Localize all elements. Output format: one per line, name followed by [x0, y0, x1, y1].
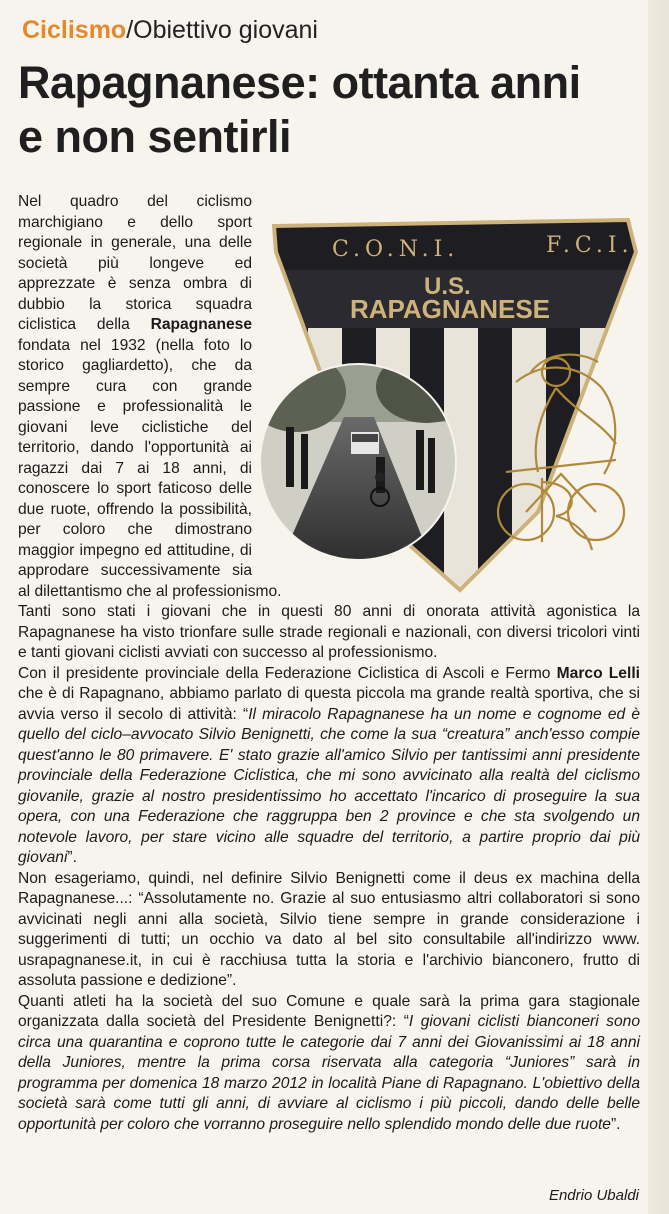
- photo-space: [252, 192, 640, 580]
- p1-text-c: fondata nel 1932 (nella foto lo storico gagliardetto), che da sempre cura con grande passione e professionalità le giovani leve ciclistiche del territorio, dando l'opportunità ai ragazzi dai 7 ai 18 anni, di conoscere lo sport faticoso delle due ruote, offrendo la possibilità, per coloro che dimostrano maggior impegno ed attitudine, di approdare successivamente sia al dilettantismo che al professionismo.: [18, 336, 282, 600]
- p3-text-c: che è di Rapagnano, abbiamo parlato di questa piccola ma grande realtà sportiva, che si avvia verso il secolo di attività: “: [18, 685, 640, 723]
- section-kicker: [22, 14, 318, 46]
- pennant-us-text: U.S.: [424, 273, 471, 300]
- section-label: Ciclismo: [22, 16, 127, 44]
- paragraph-2: Tanti sono stati i giovani che in questi 80 anni di onorata attività agonistica la Rapagnanese ha visto trionfare sulle strade regionali e nazionali, con diversi tricolori vinti e tanti giovani ciclisti avviati con successo al professionismo.: [18, 603, 640, 661]
- p5-text-c: ”.: [610, 1115, 621, 1133]
- page-edge: [648, 0, 669, 1214]
- p5-quote: I giovani ciclisti bianconeri sono circa una quarantina e coprono tutte le categorie dai 7 anni dei Giovanissimi ai 18 anni della Juniores, mentre la prima corsa riservata alla categoria “Juniores” sarà in programma per domenica 18 marzo 2012 in località Piane di Rapagnano. L'obiettivo della società sarà come tutti gli anni, di avviare al ciclismo i più piccoli, dando delle belle opportunità per coloro che vorranno proseguire nello splendido mondo delle due ruote: [18, 1013, 640, 1133]
- headline-line-2: e non sentirli: [18, 111, 292, 162]
- pennant-coni-text: C.O.N.I.: [332, 237, 460, 262]
- pennant-name-text: RAPAGNANESE: [350, 294, 550, 324]
- p1-text-a: Nel quadro del ciclismo marchigiano e dello sport regionale in generale, una delle società più longeve ed apprezzate è senza ombra di dubbio la storica squadra ciclistica della: [18, 193, 252, 333]
- p3-quote: Il miracolo Rapagnanese ha un nome e cognome ed è quello del ciclo–avvocato Silvio Benignetti, che come la sua “creatura” anch'esso compie quest'anno le 80 primavere. E' stato grazie all'amico Silvio per tantissimi anni presidente provinciale della Federazione Ciclistica, che mi sono avvicinato alla realtà del ciclismo giovanile, grazie al nostro presidentissimo ho accettato l'incarico di proseguire la sua opera, con una Federazione che raggruppa ben 2 province e che sta svolgendo un notevole lavoro, per stare vicino alle squadre del territorio, a partire proprio dai più giovani: [18, 705, 640, 866]
- paragraph-3: [18, 664, 640, 869]
- headline-line-1: Rapagnanese: ottanta anni: [18, 57, 581, 108]
- paragraph-5: [18, 992, 640, 1136]
- p5-text-a: Quanti atleti ha la società del suo Comune e quale sarà la prima gara stagionale organizzata dalla società del Presidente Benignetti?: “: [18, 992, 640, 1030]
- author-signature: Endrio Ubaldi: [548, 1187, 639, 1204]
- p1-bold: Rapagnanese: [150, 316, 252, 333]
- subsection-label: /Obiettivo giovani: [126, 16, 318, 44]
- p3-text-a: Con il presidente provinciale della Federazione Ciclistica di Ascoli e Fermo: [18, 664, 557, 682]
- p3-text-e: ”.: [67, 849, 77, 866]
- p3-bold: Marco Lelli: [556, 664, 640, 682]
- pennant-fci-text: F.C.I.: [546, 233, 634, 258]
- headline: [18, 56, 663, 164]
- article-body: [18, 192, 640, 1135]
- paragraph-4: Non esageriamo, quindi, nel definire Silvio Benignetti come il deus ex machina della Rapagnanese...: “Assolutamente no. Grazie al suo entusiasmo altri collaboratori si sono avvicinati negli anni alla società, Silvio tiene sempre in grande considerazione i suggerimenti di tutti; un occhio va dato al bel sito consultabile all'indirizzo www. usrapagnanese.it, in cui è racchiusa tutta la storia e l'archivio bianconero, frutto di assoluta passione e dedizione”.: [18, 869, 640, 989]
